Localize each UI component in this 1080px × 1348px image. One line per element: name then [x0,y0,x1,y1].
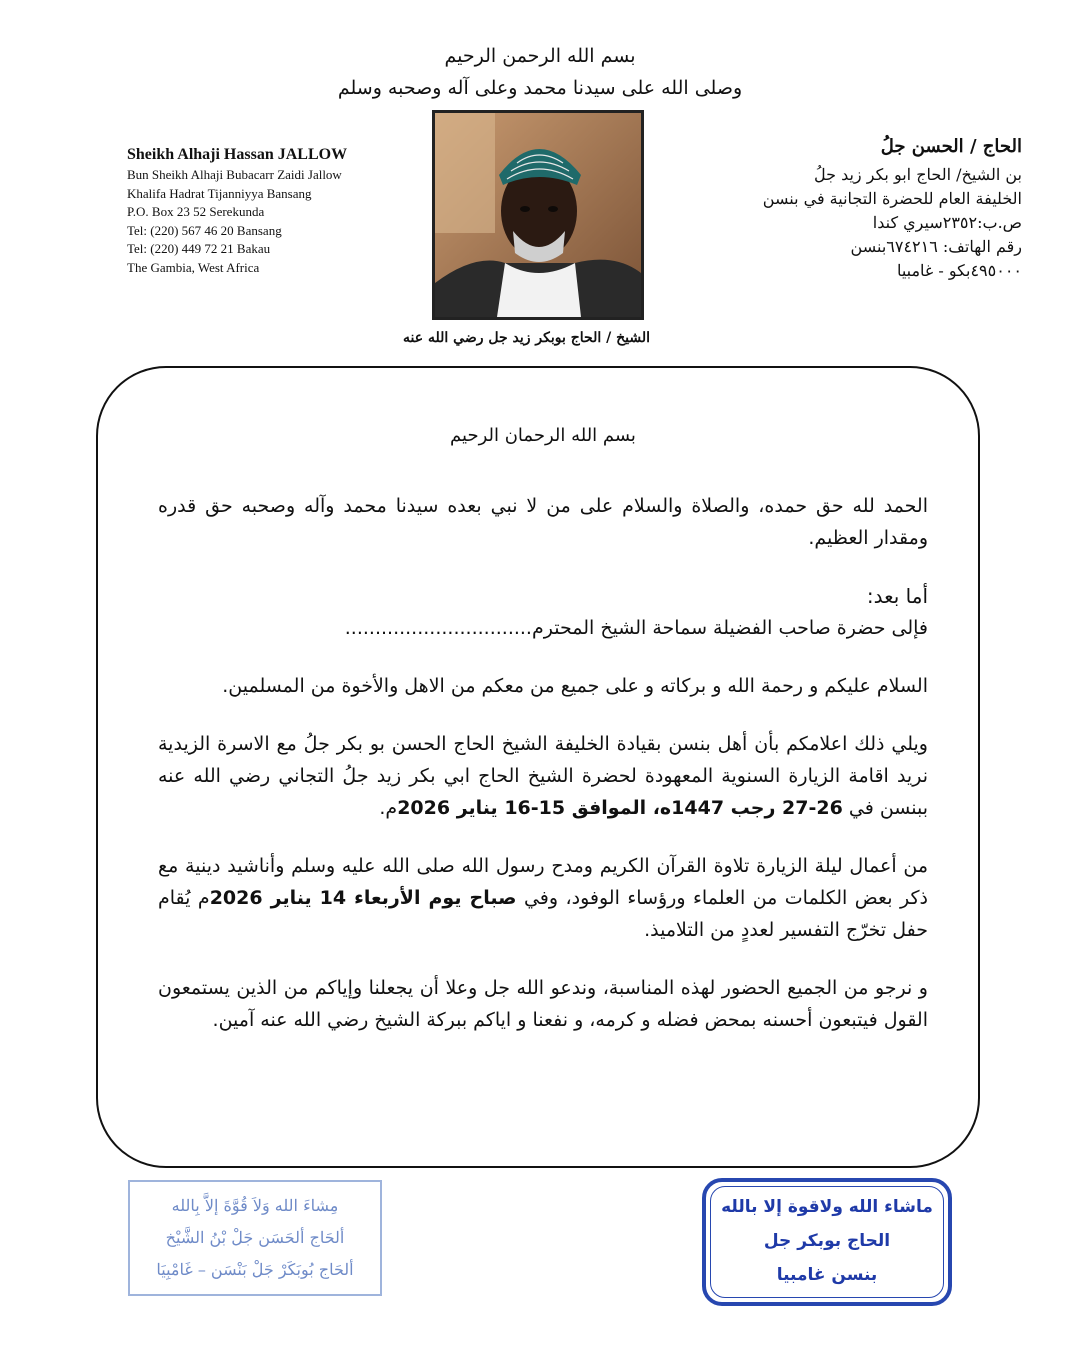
country-en: The Gambia, West Africa [127,259,260,275]
letter-body [158,420,928,1036]
right-seal-stamp [702,1178,952,1306]
phone-ar: رقم الهاتف: ٦٧٤٢١٦بنسن [850,237,1022,256]
english-letterhead [127,144,427,277]
title-en: Khalifa Hadrat Tijanniyya Bansang [127,185,312,201]
po-box-en: P.O. Box 23 52 Serekunda [127,204,265,219]
hijri-suffix: ه، الموافق [565,797,672,819]
sheikh-portrait [432,110,644,320]
title-ar: الخليفة العام للحضرة التجانية في بنسن [762,189,1022,208]
letter-basmala: بسم الله الرحمان الرحيم [450,425,636,446]
letter-greeting: السلام عليكم و رحمة الله و بركاته و على جميع من معكم من الاهل والأخوة من المسلمين. [222,675,928,697]
letter-opening: الحمد لله حق حمده، والصلاة والسلام على من لا نبي بعده سيدنا محمد وآله وصحبه حق قدره ومقدار العظيم. [158,495,928,549]
left-seal-line1: مِشاءَ الله وَلاَ قُوَّةَ إلاَّ بِالله [171,1196,339,1215]
left-seal-line3: ألحَاج بُوبَكَرْ جَلْ بَنْسَن – غَامْبِيَا [156,1260,354,1279]
header-basmala: بسم الله الرحمن الرحيم [444,45,636,67]
left-seal-line2: ألحَاج ألحَسَن جَلْ بْنُ الشَّيْخ [165,1228,345,1247]
graduation-date: صباح يوم الأربعاء 14 يناير 2026 [209,887,517,909]
lineage-ar: بن الشيخ/ الحاج ابو بكر زيد جلُ [813,165,1022,184]
phone-bansang-en: Tel: (220) 567 46 20 Bansang [127,222,282,238]
sheikh-name-en: Sheikh Alhaji Hassan JALLOW [127,146,348,163]
sheikh-name-ar: الحاج / الحسن جلُ [880,136,1022,157]
right-seal-line1: ماشاء الله ولاقوة إلا بالله [721,1197,933,1217]
visit-announcement [158,728,928,824]
letter-addressee: فإلى حضرة صاحب الفضيلة سماحة الشيخ المحترم............................... [344,617,928,639]
page-header [0,40,1080,104]
right-seal-line3: بنسن غامبيا [776,1265,878,1285]
program-details [158,850,928,946]
hijri-date: 26-27 رجب 1447 [671,797,843,819]
letter-closing: و نرجو من الجميع الحضور لهذه المناسبة، وندعو الله جل وعلا أن يجعلنا وإياكم من الذين يستمعون القول فيتبعون أحسنه بمحض فضله و كرمه، و نفعنا و اياكم ببركة الشيخ رضي الله عنه آمين. [158,977,928,1031]
photo-caption: الشيخ / الحاج بوبكر زيد جل رضي الله عنه [403,330,650,346]
amma-baad: أما بعد: [866,584,928,608]
left-seal-stamp [128,1180,382,1296]
visit-text: ويلي ذلك اعلامكم بأن أهل بنسن بقيادة الخليفة الشيخ الحاج الحسن بو بكر جلُ مع الاسرة الزيدية نريد اقامة الزيارة السنوية المعهودة لحضرة الشيخ الحاج ابي بكر زيد جلُ التجاني رضي الله عنه ببنسن في [158,733,928,819]
lineage-en: Bun Sheikh Alhaji Bubacarr Zaidi Jallow [127,167,342,182]
program-text: من أعمال ليلة الزيارة تلاوة القرآن الكريم ومدح رسول الله صلى الله عليه وسلم وأناشيد دينية مع ذكر بعض الكلمات من العلماء ورؤساء الوفود، وفي [158,855,928,909]
graduation-text: م يُقام حفل تخرّج التفسير لعددٍ من التلاميذ. [158,887,928,941]
visit-end: م. [379,797,398,819]
header-salawat: وصلى الله على سيدنا محمد وعلى آله وصحبه وسلم [337,77,743,99]
address-ar: ٤٩٥٠٠٠بكو - غامبيا [896,261,1022,280]
po-box-ar: ص.ب:٢٣٥٢سيري كندا [872,213,1022,232]
phone-bakau-en: Tel: (220) 449 72 21 Bakau [127,241,271,256]
arabic-letterhead [732,133,1022,283]
right-seal-line2: الحاج بوبكر جل [763,1231,891,1251]
gregorian-date: 15-16 يناير 2026 [397,797,566,819]
